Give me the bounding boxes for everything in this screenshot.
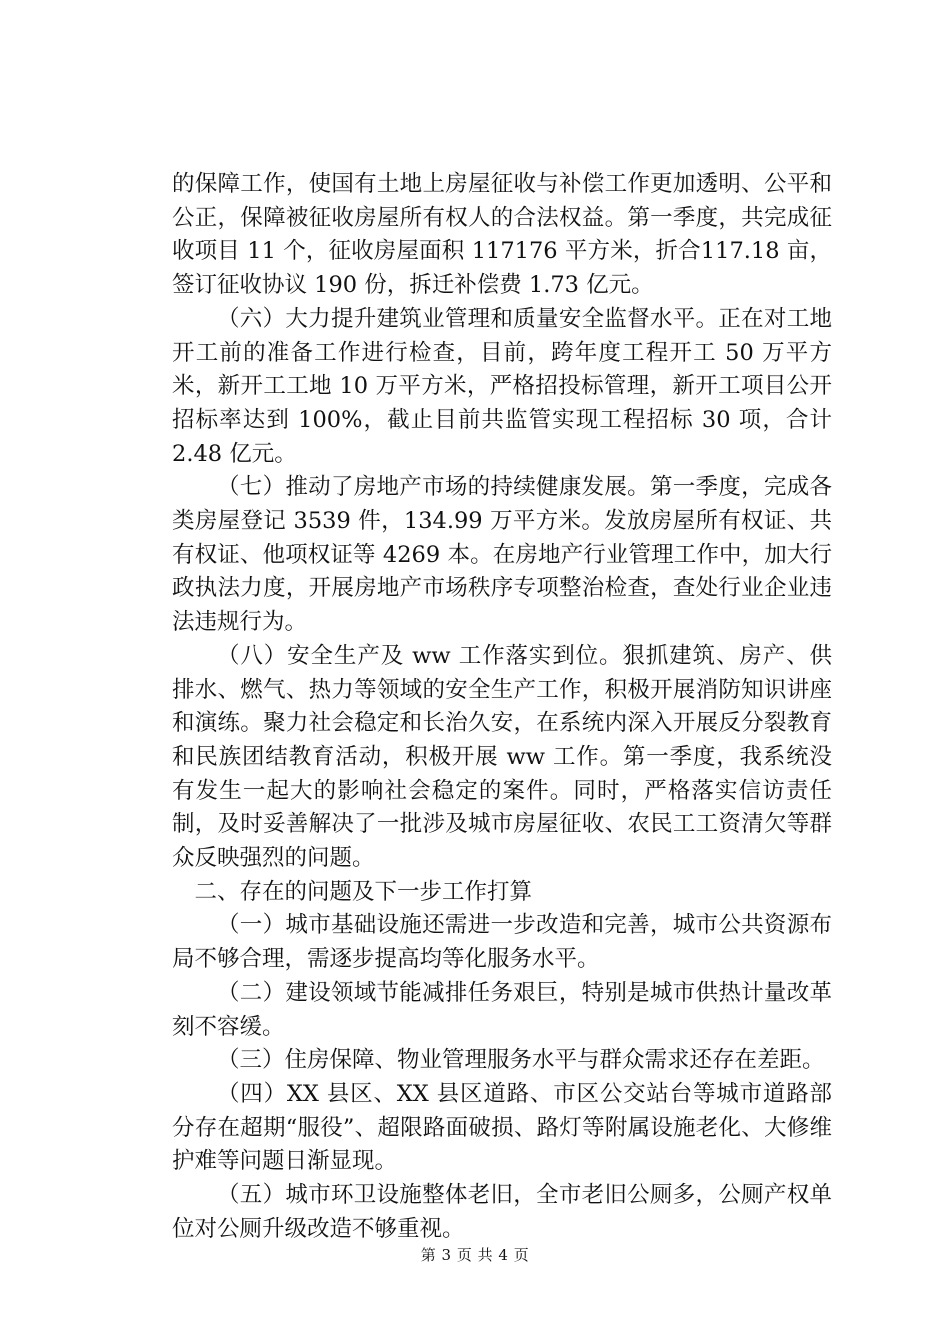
- body-text: [172, 168, 840, 1247]
- paragraph-section-8: （八）安全生产及 ww 工作落实到位。狠抓建筑、房产、供排水、燃气、热力等领域的安全生产工作，积极开展消防知识讲座和演练。聚力社会稳定和长治久安，在系统内深入开展反分裂教育和民族团结教育活动，积极开展 ww 工作。第一季度，我系统没有发生一起大的影响社会稳定的案件。同时，严格落实信访责任制，及时妥善解决了一批涉及城市房屋征收、农民工工资清欠等群众反映强烈的问题。: [172, 642, 832, 872]
- section-heading-problems: 二、存在的问题及下一步工作打算: [194, 878, 533, 905]
- paragraph-problem-5: （五）城市环卫设施整体老旧，全市老旧公厕多，公厕产权单位对公厕升级改造不够重视。: [172, 1182, 832, 1242]
- page-footer: 第 3 页 共 4 页: [420, 1246, 530, 1264]
- paragraph-problem-4: （四）XX 县区、XX 县区道路、市区公交站台等城市道路部分存在超期“服役”、超限路面破损、路灯等附属设施老化、大修维护难等问题日渐显现。: [172, 1080, 832, 1175]
- paragraph-problem-3: （三）住房保障、物业管理服务水平与群众需求还存在差距。: [217, 1047, 825, 1074]
- paragraph-section-6: （六）大力提升建筑业管理和质量安全监督水平。正在对工地开工前的准备工作进行检查，目前，跨年度工程开工 50 万平方米，新开工工地 10 万平方米，严格招投标管理，新开工项目公开招标率达到 100%，截止目前共监管实现工程招标 30 项，合计 2.48 亿元。: [172, 305, 840, 467]
- paragraph-problem-1: （一）城市基础设施还需进一步改造和完善，城市公共资源布局不够合理，需逐步提高均等化服务水平。: [172, 912, 832, 973]
- paragraph-problem-2: （二）建设领域节能减排任务艰巨，特别是城市供热计量改革刻不容缓。: [172, 979, 832, 1040]
- paragraph-section-7: （七）推动了房地产市场的持续健康发展。第一季度，完成各类房屋登记 3539 件，134.99 万平方米。发放房屋所有权证、共有权证、他项权证等 4269 本。在房地产行业管理工作中，加大行政执法力度，开展房地产市场秩序专项整治检查，查处行业企业违法违规行为。: [172, 474, 832, 636]
- paragraph-continuation: 的保障工作，使国有土地上房屋征收与补偿工作更加透明、公平和公正，保障被征收房屋所有权人的合法权益。第一季度，共完成征收项目 11 个，征收房屋面积 117176 平方米，折合117.18 亩，签订征收协议 190 份，拆迁补偿费 1.73 亿元。: [172, 171, 832, 299]
